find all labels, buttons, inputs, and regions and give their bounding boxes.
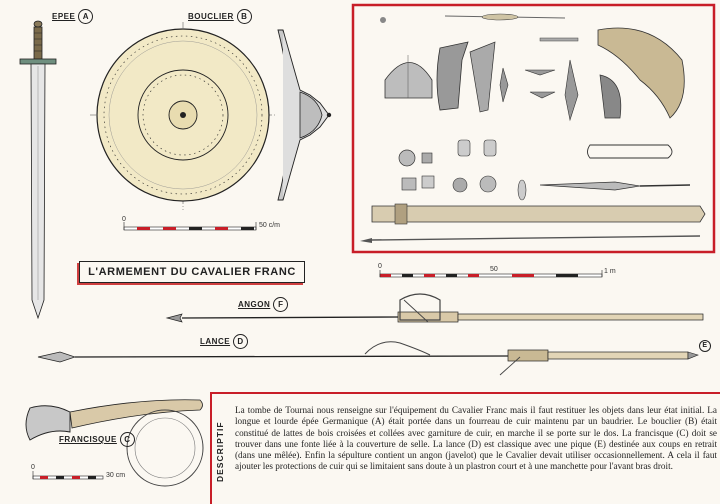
label-bouclier: BOUCLIER B: [188, 9, 252, 24]
sword-drawing: [20, 21, 56, 318]
label-lance: LANCE D: [200, 334, 248, 349]
spears-scale-mid: 50: [490, 266, 498, 273]
shield-scale-bar: [124, 222, 256, 230]
label-epee: EPEE A: [52, 9, 93, 24]
shield-scale-end: 50 c/m: [259, 222, 281, 229]
axe-scale-start: 0: [31, 464, 35, 471]
spears-scale-start: 0: [378, 263, 382, 270]
label-angon: ANGON F: [238, 297, 288, 312]
description-panel: [210, 392, 720, 504]
spears-scale-end: 1 m: [604, 268, 616, 275]
label-pique: E: [696, 340, 711, 352]
shield-drawing: [90, 22, 276, 210]
tomb-objects-frame: [353, 5, 714, 252]
description-text: La tombe de Tournai nous renseigne sur l'équipement du Cavalier Franc mais il faut restituer les objets dans leur état initial. La longue et lourde épée Germanique (A) était portée dans un fourreau de cuir maintenu par un baudrier. Le bouclier (B) était constitué de lattes de bois croisées et collées avec garniture de cuir, en marche il se porte sur le dos. La francisque (C) doit se trouver dans une fonte liée à la couverture de selle. La lance (D) est classique avec une pique (E) destinée aux coups en retrait (dans une mêlée). Enfin la sépulture contient un angon (javelot) que le Cavalier devait utiliser occasionnellement. A cela il faut ajouter les protections de cuir qui se limitaient sans doute à un plastron court et à une manchette pour l'avant bras droit.: [235, 405, 717, 472]
description-label: DESCRIPTIF: [215, 421, 225, 483]
label-francisque: FRANCISQUE C: [59, 432, 135, 447]
shield-scale-start: 0: [122, 216, 126, 223]
page-title: L'ARMEMENT DU CAVALIER FRANC: [79, 261, 305, 283]
shield-profile-drawing: [278, 30, 331, 200]
axe-scale-end: 30 cm: [106, 472, 126, 479]
lance-drawing: [38, 342, 698, 375]
axe-scale-bar: [33, 471, 103, 479]
